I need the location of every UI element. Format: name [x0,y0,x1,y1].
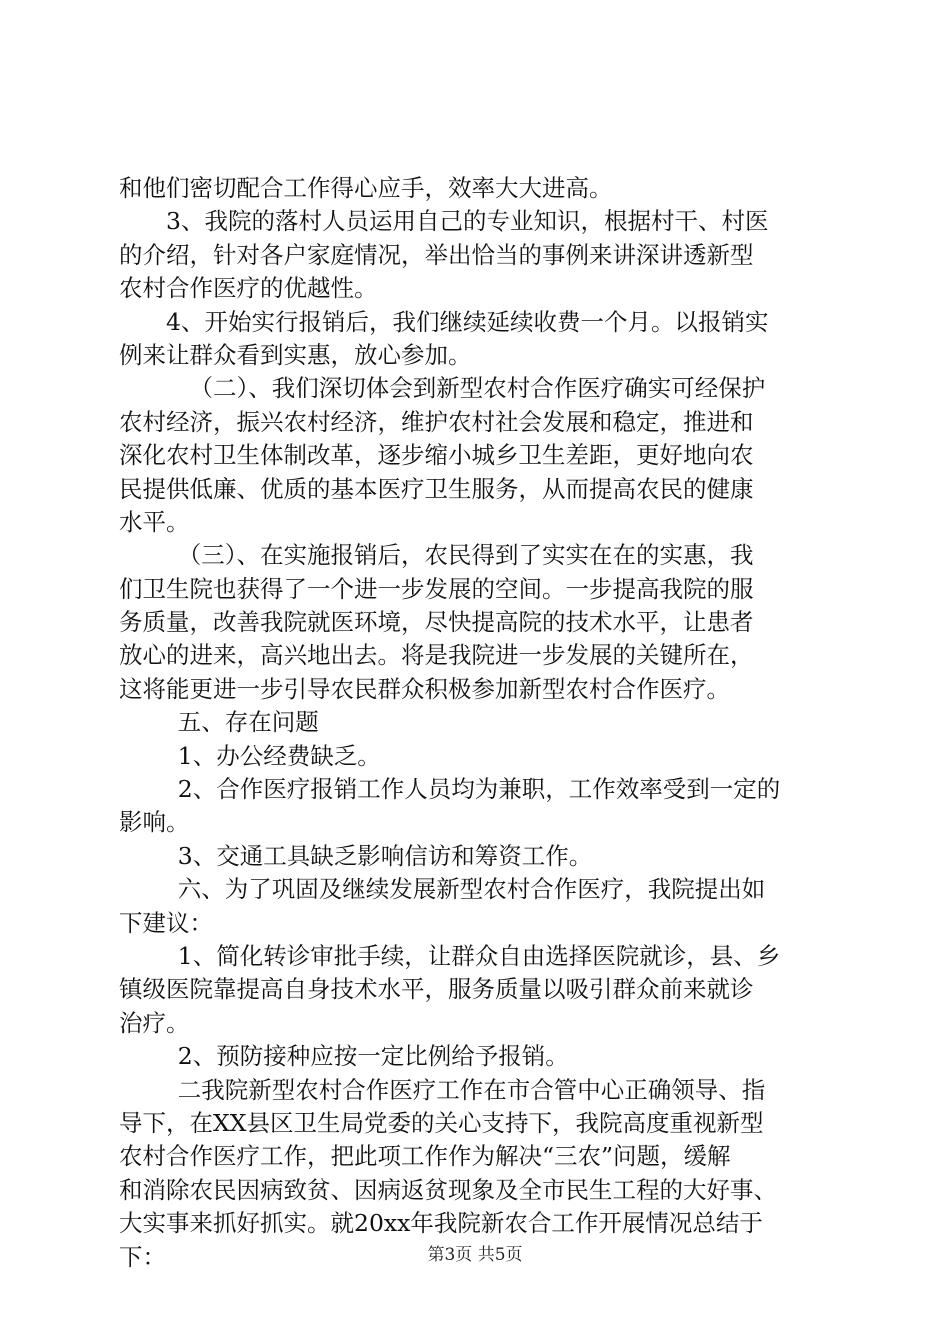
document-body [119,172,831,1274]
text-line: 们卫生院也获得了一个进一步发展的空间。一步提高我院的服 [119,574,754,603]
text-line: 2、合作医疗报销工作人员均为兼职，工作效率受到一定的 [177,775,781,804]
text-line: 务质量，改善我院就医环境，尽快提高院的技术水平，让患者 [119,608,754,637]
text-line: 例来让群众看到实惠，放心参加。 [119,340,472,369]
text-line: 和他们密切配合工作得心应手，效率大大进高。 [119,174,613,202]
text-line: 农村合作医疗工作，把此项工作作为解决“三农”问题，缓解 [119,1142,731,1171]
text-line: 治疗。 [119,1008,190,1037]
text-line: 五、存在问题 [177,708,319,737]
text-line: 下： [119,1242,166,1271]
text-line: 3、我院的落村人员运用自己的专业知识，根据村干、村医 [166,207,769,236]
text-line: 3、交通工具缺乏影响信访和筹资工作。 [177,841,593,870]
text-line: 导下，在XX县区卫生局党委的关心支持下，我院高度重视新型 [119,1108,764,1137]
text-line: 水平。 [119,507,190,536]
text-line: 1、办公经费缺乏。 [177,741,381,770]
text-line: 2、预防接种应按一定比例给予报销。 [177,1042,569,1071]
text-line: 4、开始实行报销后，我们继续延续收费一个月。以报销实 [166,307,769,336]
text-line: （二）、我们深切体会到新型农村合作医疗确实可经保护 [189,374,766,403]
text-line: 二我院新型农村合作医疗工作在市合管中心正确领导、指 [177,1075,766,1104]
text-line: （三）、在实施报销后，农民得到了实实在在的实惠，我 [177,541,754,570]
text-line: 农村经济，振兴农村经济，维护农村社会发展和稳定，推进和 [119,407,754,436]
text-line: 和消除农民因病致贫、因病返贫现象及全市民生工程的大好事、 [119,1175,777,1204]
text-line: 农村合作医疗的优越性。 [119,274,378,303]
text-line: 六、为了巩固及继续发展新型农村合作医疗，我院提出如 [177,875,766,904]
text-line: 放心的进来，高兴地出去。将是我院进一步发展的关键所在， [119,641,754,670]
text-line: 的介绍，针对各户家庭情况，举出恰当的事例来讲深讲透新型 [119,240,754,269]
page-footer: 第3页 共5页 [427,1245,523,1265]
text-line: 下建议： [119,908,213,937]
text-line: 这将能更进一步引导农民群众积极参加新型农村合作医疗。 [119,674,730,703]
text-line: 1、简化转诊审批手续，让群众自由选择医院就诊，县、乡 [177,941,781,970]
text-line: 镇级医院靠提高自身技术水平，服务质量以吸引群众前来就诊 [119,975,754,1004]
text-line: 深化农村卫生体制改革，逐步缩小城乡卫生差距，更好地向农 [119,441,754,470]
text-line: 影响。 [119,808,190,837]
text-line: 大实事来抓好抓实。就20xx年我院新农合工作开展情况总结于 [119,1209,763,1238]
text-line: 民提供低廉、优质的基本医疗卫生服务，从而提高农民的健康 [119,474,754,503]
